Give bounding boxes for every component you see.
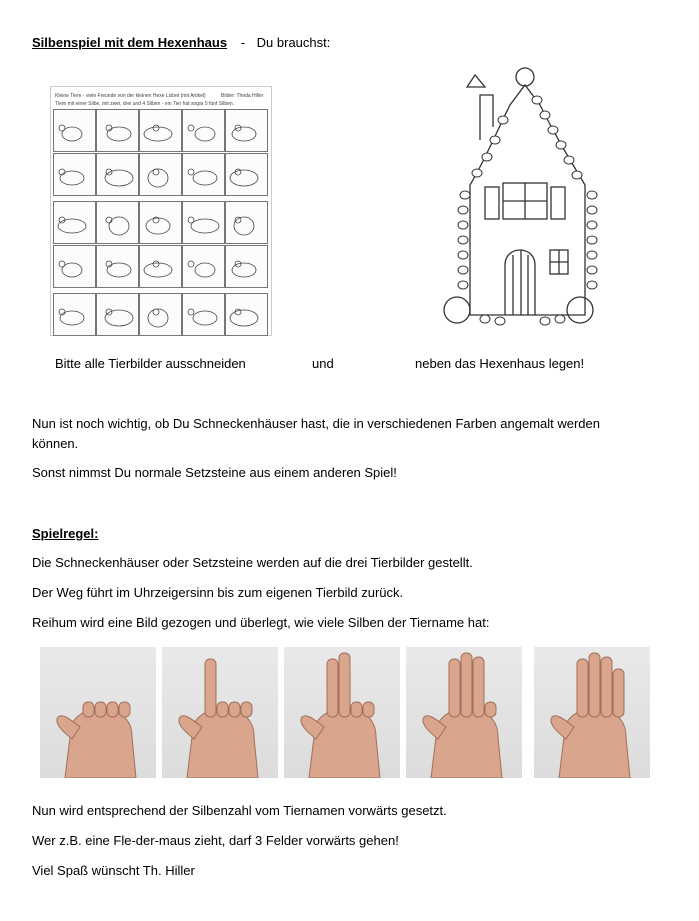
curled-finger	[217, 702, 228, 717]
cutout-instruction-part3: neben das Hexenhaus legen!	[415, 356, 585, 371]
palm-shape	[559, 709, 630, 778]
rule-2: Der Weg führt im Uhrzeigersinn bis zum eigenen Tierbild zurück.	[32, 585, 404, 600]
animal-picture-cell	[96, 201, 139, 244]
rule-1: Die Schneckenhäuser oder Setzsteine werden auf die drei Tierbilder gestellt.	[32, 555, 473, 570]
animal-picture-cell	[182, 245, 225, 288]
animal-sketch-icon	[54, 110, 95, 151]
hand-photo-4	[406, 647, 522, 778]
outro-line-2: Wer z.B. eine Fle-der-maus zieht, darf 3 Felder vorwärts gehen!	[32, 833, 399, 848]
curled-finger	[241, 702, 252, 717]
animal-sketch-icon	[97, 154, 138, 195]
animal-picture-sheet	[50, 86, 272, 336]
animal-sketch-icon	[140, 154, 181, 195]
sheet-header-line	[55, 93, 263, 99]
curled-finger	[351, 702, 362, 717]
animal-sketch-icon	[97, 110, 138, 151]
animal-sketch-icon	[226, 294, 267, 335]
raised-finger	[589, 653, 600, 717]
cutout-instruction-part1: Bitte alle Tierbilder ausschneiden	[55, 356, 246, 371]
raised-finger	[327, 659, 338, 717]
animal-sketch-icon	[140, 202, 181, 243]
animal-picture-cell	[53, 293, 96, 336]
raised-finger	[461, 653, 472, 717]
animal-sketch-icon	[226, 246, 267, 287]
animal-picture-cell	[96, 245, 139, 288]
raised-finger	[577, 659, 588, 717]
raised-finger	[449, 659, 460, 717]
paragraph-1-line-2: können.	[32, 436, 79, 451]
animal-picture-cell	[53, 245, 96, 288]
page-title: Silbenspiel mit dem Hexenhaus	[32, 35, 228, 50]
animal-picture-cell	[96, 109, 139, 152]
animal-sketch-icon	[183, 294, 224, 335]
hand-5-icon	[534, 647, 650, 778]
curled-finger	[119, 702, 130, 717]
curled-finger	[485, 702, 496, 717]
raised-finger	[601, 657, 612, 717]
hand-1-icon	[40, 647, 156, 778]
animal-sketch-icon	[226, 110, 267, 151]
title-dash: -	[240, 35, 246, 50]
raised-finger	[339, 653, 350, 717]
sheet-line-2: Tiere mit einer Silbe, mit zwei, drei und 4 Silben - ein Tier hat sogar 5 fünf Silben.	[55, 101, 235, 107]
hand-photo-1	[40, 647, 156, 778]
paragraph-2: Sonst nimmst Du normale Setzsteine aus einem anderen Spiel!	[32, 465, 397, 480]
rule-3: Reihum wird eine Bild gezogen und überlegt, wie viele Silben der Tiername hat:	[32, 615, 490, 630]
animal-sketch-icon	[140, 294, 181, 335]
curled-finger	[107, 702, 118, 717]
animal-picture-cell	[182, 153, 225, 196]
palm-shape	[187, 709, 258, 778]
curled-finger	[363, 702, 374, 717]
raised-finger	[613, 669, 624, 717]
animal-picture-cell	[182, 293, 225, 336]
animal-picture-cell	[96, 293, 139, 336]
animal-picture-cell	[225, 201, 268, 244]
palm-shape	[431, 709, 502, 778]
animal-picture-cell	[225, 153, 268, 196]
hand-3-icon	[284, 647, 400, 778]
palm-shape	[65, 709, 136, 778]
sheet-line-1: Kleine Tiere - viele Freunde von der kleinen Hexe Lisbet (mit Artikel)	[55, 93, 206, 99]
animal-sketch-icon	[226, 202, 267, 243]
animal-picture-cell	[139, 201, 182, 244]
witch-house-drawing	[425, 65, 625, 345]
title-line	[32, 35, 330, 50]
animal-picture-cell	[225, 109, 268, 152]
outro-signature: Viel Spaß wünscht Th. Hiller	[32, 863, 195, 878]
animal-sketch-icon	[54, 202, 95, 243]
animal-picture-cell	[139, 245, 182, 288]
animal-picture-cell	[182, 109, 225, 152]
cutout-instruction-part2: und	[312, 356, 334, 371]
palm-shape	[309, 709, 380, 778]
raised-finger	[473, 657, 484, 717]
animal-picture-cell	[96, 153, 139, 196]
hand-4-icon	[406, 647, 522, 778]
animal-sketch-icon	[97, 294, 138, 335]
hand-photo-2	[162, 647, 278, 778]
curled-finger	[83, 702, 94, 717]
rules-heading: Spielregel:	[32, 526, 99, 541]
paragraph-1-line-1: Nun ist noch wichtig, ob Du Schneckenhäuser hast, die in verschiedenen Farben angemalt werden	[32, 416, 601, 431]
curled-finger	[95, 702, 106, 717]
animal-sketch-icon	[183, 110, 224, 151]
animal-sketch-icon	[54, 154, 95, 195]
animal-sketch-icon	[54, 294, 95, 335]
animal-sketch-icon	[183, 246, 224, 287]
animal-picture-cell	[139, 153, 182, 196]
animal-sketch-icon	[140, 110, 181, 151]
animal-picture-cell	[53, 201, 96, 244]
animal-picture-cell	[139, 293, 182, 336]
hand-photo-3	[284, 647, 400, 778]
animal-sketch-icon	[226, 154, 267, 195]
animal-sketch-icon	[97, 246, 138, 287]
raised-finger	[205, 659, 216, 717]
sheet-credit: Bilder: Theda Hiller	[221, 93, 264, 99]
curled-finger	[229, 702, 240, 717]
animal-picture-cell	[139, 109, 182, 152]
hand-2-icon	[162, 647, 278, 778]
animal-picture-cell	[53, 153, 96, 196]
animal-picture-cell	[182, 201, 225, 244]
animal-picture-cell	[53, 109, 96, 152]
animal-sketch-icon	[140, 246, 181, 287]
animal-sketch-icon	[97, 202, 138, 243]
needs-label: Du brauchst:	[256, 35, 331, 50]
outro-line-1: Nun wird entsprechend der Silbenzahl vom Tiernamen vorwärts gesetzt.	[32, 803, 447, 818]
animal-sketch-icon	[183, 154, 224, 195]
animal-sketch-icon	[183, 202, 224, 243]
hand-photo-5	[534, 647, 650, 778]
animal-sketch-icon	[54, 246, 95, 287]
animal-picture-cell	[225, 245, 268, 288]
animal-picture-cell	[225, 293, 268, 336]
